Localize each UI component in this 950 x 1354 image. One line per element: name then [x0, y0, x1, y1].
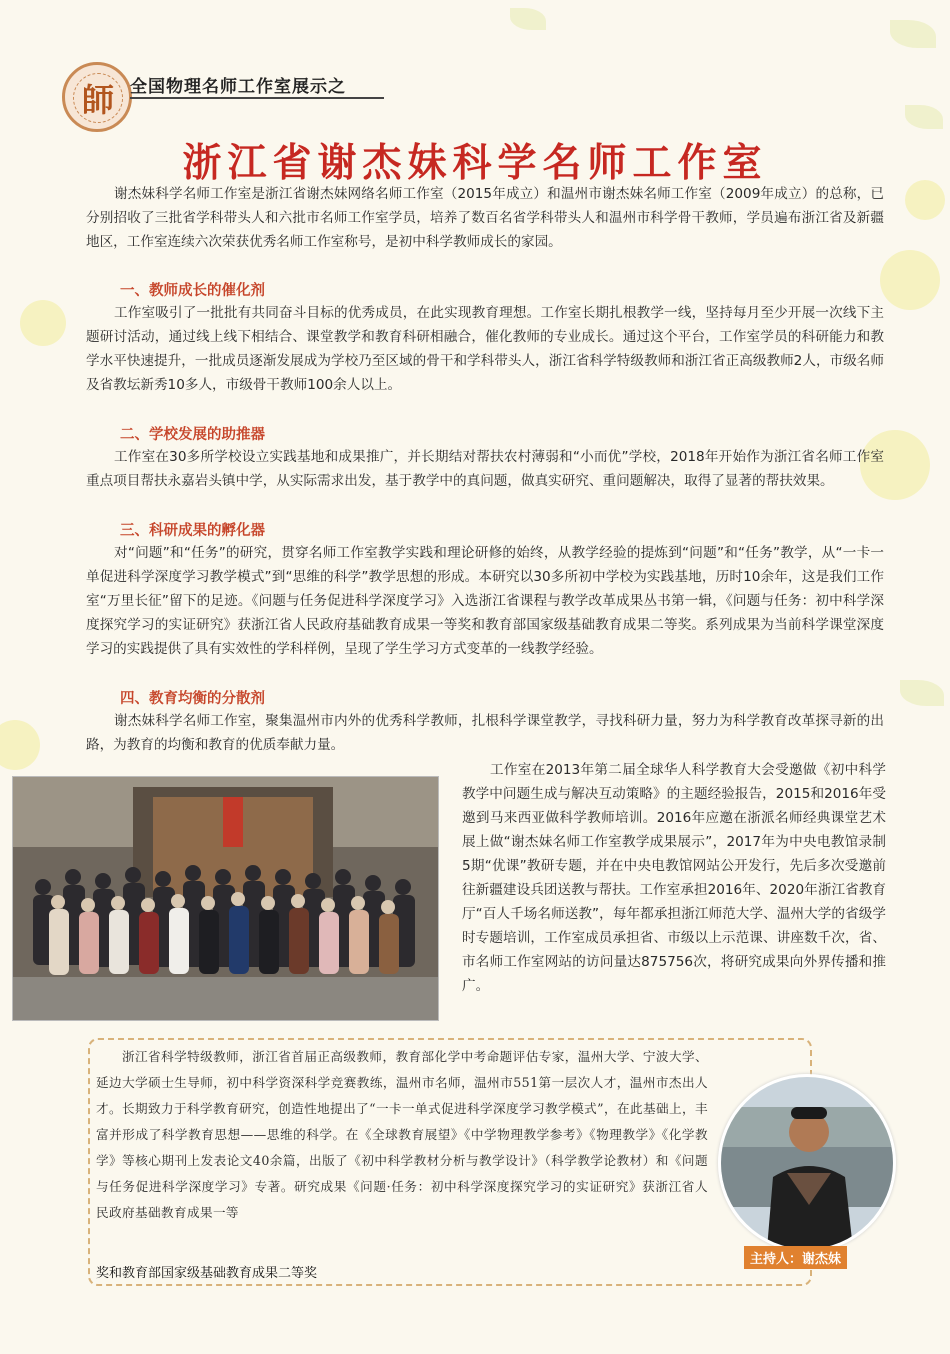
- section-4-body: 谢杰妹科学名师工作室，聚集温州市内外的优秀科学教师，扎根科学课堂教学，寻找科研力量，努力为科学教育改革探寻新的出路，为教育的均衡和教育的优质奉献力量。: [86, 713, 884, 753]
- decor-leaf: [890, 20, 936, 48]
- page-title: 浙江省谢杰妹科学名师工作室: [182, 140, 768, 186]
- decor-leaf: [905, 105, 943, 129]
- section-1-body: 工作室吸引了一批批有共同奋斗目标的优秀成员，在此实现教育理想。工作室长期扎根教学一线，坚持每月至少开展一次线下主题研讨活动，通过线上线下相结合、课堂教学和教育科研相融合，催化教师的专业成长。通过这个平台，工作室学员的科研能力和教学水平快速提升，一批成员逐渐发展成为学校乃至区域的骨干和学科带头人，浙江省科学特级教师和浙江省正高级教师2人，市级名师及省教坛新秀10多人，市级骨干教师100余人以上。: [86, 305, 884, 393]
- decor-flower: [0, 720, 40, 770]
- studio-logo: [62, 62, 132, 132]
- section-2-body: 工作室在30多所学校设立实践基地和成果推广，并长期结对帮扶农村薄弱和“小而优”学校，2018年开始作为浙江省名师工作室重点项目帮扶永嘉岩头镇中学，从实际需求出发，基于教学中的真问题，做真实研究、重问题解决，取得了显著的帮扶效果。: [86, 449, 884, 489]
- host-bio-text: 浙江省科学特级教师，浙江省首届正高级教师，教育部化学中考命题评估专家，温州大学、宁波大学、延边大学硕士生导师，初中科学资深科学竞赛教练，温州市名师，温州市551第一层次人才，温州市杰出人才。长期致力于科学教育研究，创造性地提出了“一卡一单式促进科学深度学习教学模式”，在此基础上，丰富并形成了科学教育思想——思维的科学。在《全球教育展望》《中学物理教学参考》《物理教学》《化学教学》等核心期刊上发表论文40余篇，出版了《初中科学教材分析与教学设计》（科学教学论教材）和《问题与任务促进科学深度学习》专著。研究成果《问题·任务：初中科学深度探究学习的实证研究》获浙江省人民政府基础教育成果一等: [96, 1049, 708, 1220]
- series-title: 全国物理名师工作室展示之: [130, 77, 346, 97]
- host-portrait: [718, 1074, 896, 1252]
- decor-leaf: [900, 680, 944, 706]
- intro-paragraph: 谢杰妹科学名师工作室是浙江省谢杰妹网络名师工作室（2015年成立）和温州市谢杰妹名师工作室（2009年成立）的总称，已分别招收了三批省学科带头人和六批市名师工作室学员，培养了数百名省学科带头人和温州市科学骨干教师，学员遍布浙江省及新疆地区，工作室连续六次荣获优秀名师工作室称号，是初中科学教师成长的家园。: [86, 186, 884, 250]
- host-label: 主持人：谢杰妹: [744, 1246, 847, 1269]
- series-underline: [130, 97, 384, 99]
- section-1-heading: 一、教师成长的催化剂: [120, 283, 265, 299]
- host-bio-last-line: 奖和教育部国家级基础教育成果二等奖: [96, 1266, 318, 1281]
- section-3-heading: 三、科研成果的孵化器: [120, 523, 265, 539]
- decor-leaf: [510, 8, 546, 30]
- logo-char: 師: [73, 73, 123, 123]
- group-photo: [12, 776, 439, 1021]
- decor-flower: [20, 300, 66, 346]
- section-2-heading: 二、学校发展的助推器: [120, 427, 265, 443]
- section-3-body: 对“问题”和“任务”的研究，贯穿名师工作室教学实践和理论研修的始终，从教学经验的提炼到“问题”和“任务”教学，从“一卡一单促进科学深度学习教学模式”到“思维的科学”教学思想的形成。本研究以30多所初中学校为实践基地，历时10余年，这是我们工作室“万里长征”留下的足迹。《问题与任务促进科学深度学习》入选浙江省课程与教学改革成果丛书第一辑，《问题与任务：初中科学深度探究学习的实证研究》获浙江省人民政府基础教育成果一等奖和教育部国家级基础教育成果二等奖。系列成果为当前科学课堂深度学习的实践提供了具有实效性的学科样例，呈现了学生学习方式变革的一线教学经验。: [86, 545, 884, 657]
- section-4-heading: 四、教育均衡的分散剂: [120, 691, 265, 707]
- decor-flower: [880, 250, 940, 310]
- side-paragraph: 工作室在2013年第二届全球华人科学教育大会受邀做《初中科学教学中问题生成与解决互动策略》的主题经验报告，2015和2016年受邀到马来西亚做科学教师培训。2016年应邀在浙派名师经典课堂艺术展上做“谢杰妹名师工作室教学成果展示”，2017年为中央电教馆录制5期“优课”教研专题，并在中央电教馆网站公开发行，先后多次受邀前往新疆建设兵团送教与帮扶。工作室承担2016年、2020年浙江省教育厅“百人千场名师送教”，每年都承担浙江师范大学、温州大学的省级学时专题培训，工作室成员承担省、市级以上示范课、讲座数千次，省、市名师工作室网站的访问量达875756次，将研究成果向外界传播和推广。: [462, 762, 886, 994]
